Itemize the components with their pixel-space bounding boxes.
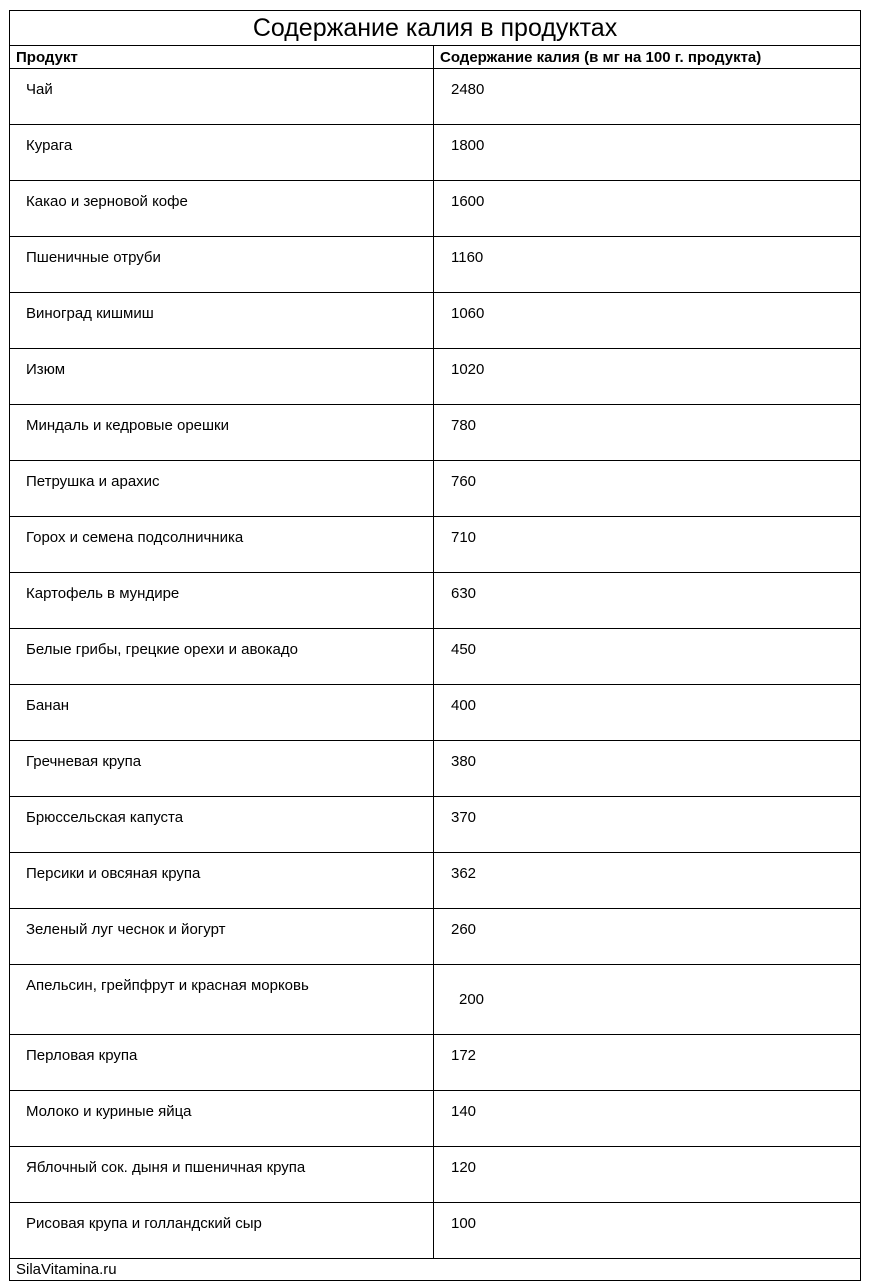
table-row [10, 797, 861, 853]
table-title: Содержание калия в продуктах [10, 11, 861, 46]
product-name: Курага [10, 125, 434, 181]
potassium-value: 710 [434, 517, 861, 573]
potassium-value: 200 [434, 965, 861, 1035]
product-name: Горох и семена подсолничника [10, 517, 434, 573]
potassium-value: 172 [434, 1035, 861, 1091]
potassium-value: 120 [434, 1147, 861, 1203]
product-name: Петрушка и арахис [10, 461, 434, 517]
table-row [10, 349, 861, 405]
potassium-value: 400 [434, 685, 861, 741]
potassium-value: 1160 [434, 237, 861, 293]
potassium-value: 760 [434, 461, 861, 517]
product-name: Перловая крупа [10, 1035, 434, 1091]
table-row [10, 909, 861, 965]
potassium-value: 260 [434, 909, 861, 965]
table-row [10, 293, 861, 349]
product-name: Виноград кишмиш [10, 293, 434, 349]
table-row [10, 181, 861, 237]
column-header-potassium: Содержание калия (в мг на 100 г. продукта) [434, 46, 861, 69]
table-row [10, 965, 861, 1035]
product-name: Апельсин, грейпфрут и красная морковь [10, 965, 434, 1035]
footer-row [10, 1259, 861, 1281]
potassium-table [9, 10, 861, 1281]
potassium-value: 450 [434, 629, 861, 685]
header-row [10, 46, 861, 69]
table-row [10, 741, 861, 797]
potassium-value: 100 [434, 1203, 861, 1259]
product-name: Гречневая крупа [10, 741, 434, 797]
table-row [10, 1147, 861, 1203]
table-row [10, 853, 861, 909]
column-header-product: Продукт [10, 46, 434, 69]
table-row [10, 461, 861, 517]
potassium-value: 1060 [434, 293, 861, 349]
table-row [10, 69, 861, 125]
potassium-value: 1800 [434, 125, 861, 181]
table-row [10, 237, 861, 293]
potassium-value: 2480 [434, 69, 861, 125]
table-row [10, 573, 861, 629]
table-row [10, 629, 861, 685]
product-name: Миндаль и кедровые орешки [10, 405, 434, 461]
product-name: Персики и овсяная крупа [10, 853, 434, 909]
product-name: Молоко и куриные яйца [10, 1091, 434, 1147]
table-row [10, 517, 861, 573]
potassium-value: 1020 [434, 349, 861, 405]
table-row [10, 1035, 861, 1091]
product-name: Брюссельская капуста [10, 797, 434, 853]
potassium-value: 370 [434, 797, 861, 853]
product-name: Чай [10, 69, 434, 125]
potassium-value: 140 [434, 1091, 861, 1147]
product-name: Банан [10, 685, 434, 741]
source-footer: SilaVitamina.ru [10, 1259, 861, 1281]
table-row [10, 405, 861, 461]
potassium-value: 362 [434, 853, 861, 909]
product-name: Картофель в мундире [10, 573, 434, 629]
potassium-value: 1600 [434, 181, 861, 237]
product-name: Пшеничные отруби [10, 237, 434, 293]
table-row [10, 685, 861, 741]
product-name: Изюм [10, 349, 434, 405]
product-name: Яблочный сок. дыня и пшеничная крупа [10, 1147, 434, 1203]
potassium-value: 630 [434, 573, 861, 629]
table-row [10, 125, 861, 181]
product-name: Белые грибы, грецкие орехи и авокадо [10, 629, 434, 685]
table-row [10, 1091, 861, 1147]
potassium-value: 380 [434, 741, 861, 797]
product-name: Зеленый луг чеснок и йогурт [10, 909, 434, 965]
product-name: Рисовая крупа и голландский сыр [10, 1203, 434, 1259]
product-name: Какао и зерновой кофе [10, 181, 434, 237]
table-row [10, 1203, 861, 1259]
potassium-value: 780 [434, 405, 861, 461]
title-row [10, 11, 861, 46]
